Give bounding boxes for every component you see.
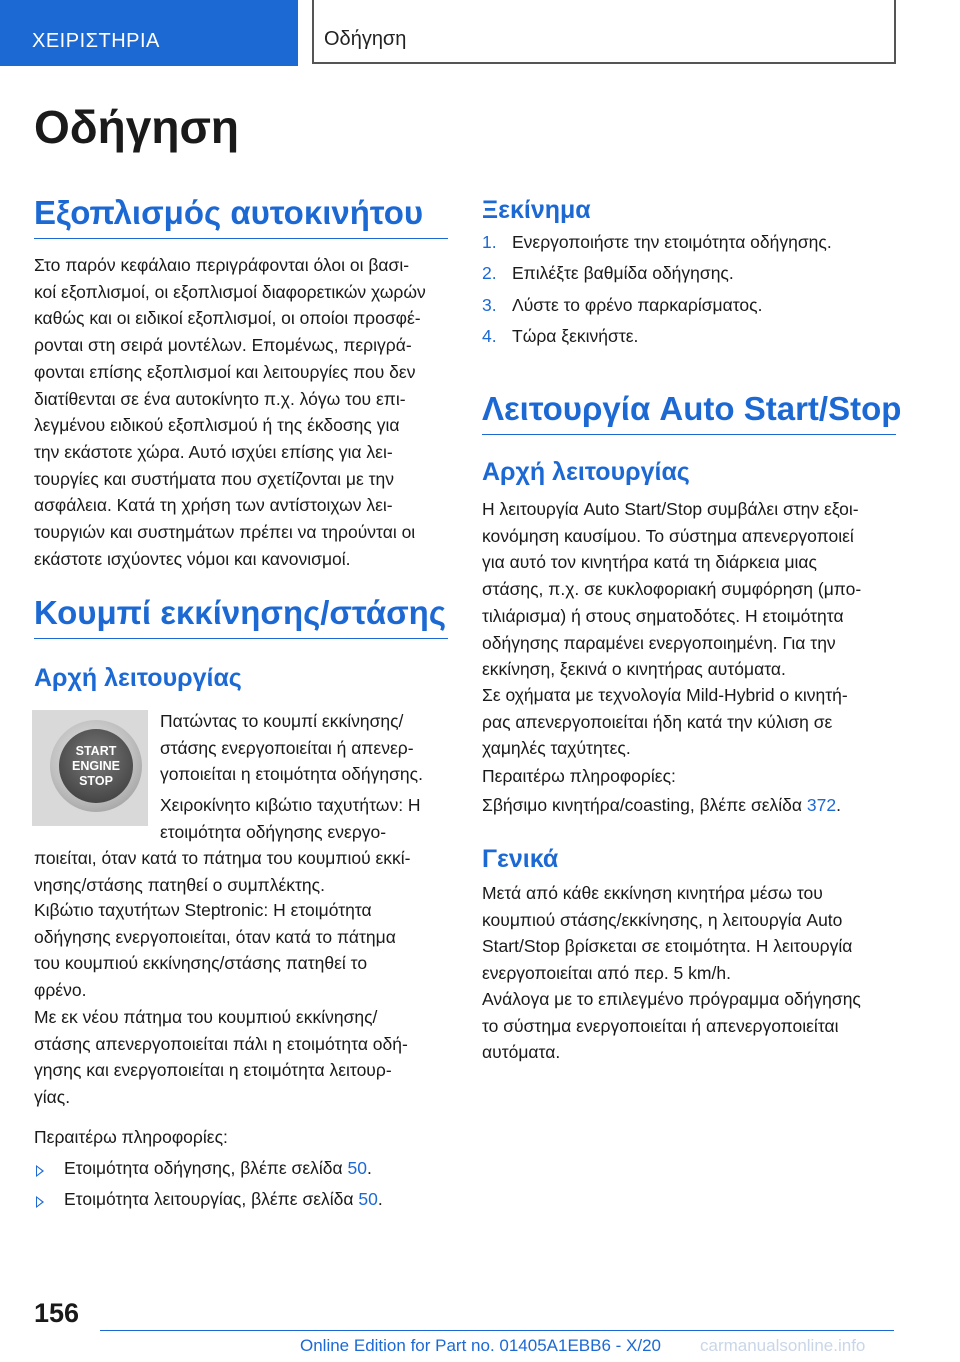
equipment-heading: Εξοπλισμός αυτοκινήτου — [34, 194, 448, 239]
section-tab[interactable] — [0, 0, 298, 66]
general-paragraph-2 — [482, 986, 896, 1066]
step-text: Ενεργοποιήστε την ετοιμότητα οδήγησης. — [512, 232, 832, 252]
reference-list — [34, 1155, 448, 1217]
step-number: 4. — [482, 325, 497, 346]
chapter-tab[interactable] — [312, 0, 896, 64]
step-number: 2. — [482, 263, 497, 284]
text-line: εκκίνηση, ξεκινά ο κινητήρας αυτόματα. — [482, 659, 786, 680]
text-line: του κουμπιού εκκίνησης/στάσης πατηθεί το — [34, 953, 368, 974]
ref-text: Ετοιμότητα οδήγησης, βλέπε σελίδα — [64, 1158, 348, 1178]
text-line: στάσης απενεργοποιείται πάλι η ετοιμότητα οδή- — [34, 1033, 408, 1054]
text-line: χαμηλές ταχύτητες. — [482, 738, 631, 759]
page-link[interactable]: 50 — [358, 1189, 378, 1209]
repress-paragraph — [34, 1004, 448, 1111]
text-line: Start/Stop βρίσκεται σε ετοιμότητα. Η λειτουργία — [482, 936, 853, 957]
text-line: οδήγησης ενεργοποιείται, όταν κατά το πάτημα — [34, 926, 396, 947]
button-paragraph-2a — [160, 792, 450, 845]
button-label-stop: STOP — [79, 773, 113, 788]
button-paragraph-1 — [160, 708, 450, 788]
text-line: τουργίες και συστήματα που σχετίζονται με την — [34, 468, 395, 489]
starting-heading: Ξεκίνημα — [482, 196, 591, 224]
ref-end: . — [377, 1189, 383, 1209]
triangle-bullet-icon — [36, 1196, 44, 1208]
text-line: ασφάλεια. Κατά τη χρήση των αντίστοιχων λει- — [34, 495, 393, 516]
text-line: τουργιών και συστημάτων πρέπει να τηρούνται οι — [34, 522, 416, 543]
list-item — [482, 323, 896, 354]
step-number: 1. — [482, 232, 497, 252]
text-line: Στο παρόν κεφάλαιο περιγράφονται όλοι οι βασι- — [34, 255, 410, 275]
auto-paragraph-2 — [482, 682, 896, 762]
start-stop-button-heading: Κουμπί εκκίνησης/στάσης — [34, 594, 448, 639]
chapter-tab-label: Οδήγηση — [324, 28, 407, 50]
list-item — [482, 292, 896, 323]
text-line: ποιείται, όταν κατά το πάτημα του κουμπιού εκκί- — [34, 848, 411, 868]
starting-steps — [482, 229, 896, 354]
step-number: 3. — [482, 294, 497, 315]
list-item[interactable] — [34, 1186, 448, 1217]
text-line: ρας απενεργοποιείται ήδη κατά την κύλιση σε — [482, 711, 833, 732]
ref-text: Ετοιμότητα λειτουργίας, βλέπε σελίδα — [64, 1189, 359, 1209]
start-stop-button-image — [32, 710, 148, 826]
text-line: γησης και ενεργοποιείται η ετοιμότητα λειτουρ- — [34, 1060, 392, 1081]
step-text: Επιλέξτε βαθμίδα οδήγησης. — [512, 263, 734, 284]
text-line: Χειροκίνητο κιβώτιο ταχυτήτων: Η — [160, 795, 421, 815]
button-paragraph-2b — [34, 845, 448, 898]
watermark: carmanualsonline.info — [700, 1336, 866, 1355]
text-line: την εκάστοτε χώρα. Αυτό ισχύει επίσης για λει- — [34, 441, 393, 462]
text-line: ενεργοποιείται από περ. 5 km/h. — [482, 963, 731, 984]
text-line: καθώς και οι ειδικοί εξοπλισμοί, οι οποίοι προσφέ- — [34, 308, 421, 329]
list-item[interactable] — [34, 1155, 448, 1186]
ref-text: Σβήσιμο κινητήρα/coasting, βλέπε σελίδα — [482, 795, 807, 815]
step-text: Τώρα ξεκινήστε. — [512, 325, 639, 346]
general-paragraph-1 — [482, 880, 896, 987]
text-line: νησης/στάσης πατηθεί ο συμπλέκτης. — [34, 874, 325, 895]
text-line: κοί εξοπλισμοί, οι εξοπλισμοί διαφορετικών χωρών — [34, 281, 426, 302]
edition-label: Online Edition for Part no. 01405A1EBB6 - X/20 — [300, 1336, 662, 1355]
text-line: τιλιάρισμα) ή στους σηματοδότες. Η ετοιμότητα — [482, 605, 844, 626]
button-face — [59, 729, 133, 803]
auto-start-stop-heading: Λειτουργία Auto Start/Stop — [482, 390, 896, 435]
button-label-start: START — [75, 743, 117, 758]
text-line: το σύστημα ενεργοποιείται ή απενεργοποιείται — [482, 1015, 839, 1036]
auto-more-info-label: Περαιτέρω πληροφορίες: — [482, 766, 676, 786]
text-line: γίας. — [34, 1087, 71, 1108]
text-line: εκάστοτε ισχύοντες νόμοι και κανονισμοί. — [34, 548, 351, 569]
text-line: γοποιείται η ετοιμότητα οδήγησης. — [160, 764, 423, 785]
auto-paragraph-1 — [482, 496, 896, 683]
text-line: Σε οχήματα με τεχνολογία Mild-Hybrid ο κινητή- — [482, 685, 848, 705]
text-line: στάσης, π.χ. σε κυκλοφοριακή συμφόρηση (μπο- — [482, 579, 862, 600]
footer-divider — [100, 1330, 894, 1331]
text-line: Με εκ νέου πάτημα του κουμπιού εκκίνησης/ — [34, 1007, 378, 1027]
text-line: Ανάλογα με το επιλεγμένο πρόγραμμα οδήγησης — [482, 989, 861, 1009]
button-ring — [50, 720, 142, 812]
equipment-paragraph — [34, 252, 448, 572]
text-line: για αυτό τον κινητήρα κατά τη διάρκεια μιας — [482, 552, 817, 573]
list-item — [482, 260, 896, 291]
text-line: Κιβώτιο ταχυτήτων Steptronic: Η ετοιμότητα — [34, 900, 372, 920]
text-line: Πατώντας το κουμπί εκκίνησης/ — [160, 711, 404, 731]
step-text: Λύστε το φρένο παρκαρίσματος. — [512, 294, 763, 315]
text-line: φρένο. — [34, 980, 87, 1001]
triangle-bullet-icon — [36, 1165, 44, 1177]
button-label-engine: ENGINE — [72, 758, 120, 773]
page-link[interactable]: 372 — [806, 795, 837, 815]
more-info-label: Περαιτέρω πληροφορίες: — [34, 1127, 228, 1147]
steptronic-paragraph — [34, 897, 448, 1004]
text-line: Η λειτουργία Auto Start/Stop συμβάλει στην εξοι- — [482, 499, 859, 519]
text-line: στάσης ενεργοποιείται ή απενερ- — [160, 737, 414, 758]
section-tab-label: ΧΕΙΡΙΣΤΗΡΙΑ — [32, 30, 160, 52]
coasting-reference — [482, 792, 896, 819]
list-item — [482, 229, 896, 260]
ref-end: . — [366, 1158, 372, 1178]
text-line: διατίθενται σε ένα αυτοκίνητο π.χ. λόγω του επι- — [34, 388, 406, 409]
text-line: φονται επίσης εξοπλισμοί και λειτουργίες που δεν — [34, 361, 416, 382]
text-line: αυτόματα. — [482, 1042, 561, 1063]
auto-principle-heading: Αρχή λειτουργίας — [482, 458, 690, 486]
page-title: Οδήγηση — [34, 101, 240, 153]
general-heading: Γενικά — [482, 845, 559, 873]
ref-end: . — [836, 795, 841, 815]
principle-heading: Αρχή λειτουργίας — [34, 664, 242, 692]
text-line: κονόμηση καυσίμου. Το σύστημα απενεργοποιεί — [482, 525, 854, 546]
text-line: οδήγησης παραμένει ενεργοποιημένη. Για την — [482, 632, 836, 653]
text-line: Μετά από κάθε εκκίνηση κινητήρα μέσω του — [482, 883, 823, 903]
page-link[interactable]: 50 — [347, 1158, 367, 1178]
text-line: ρονται στη σειρά μοντέλων. Επομένως, περιγρά- — [34, 335, 412, 356]
text-line: λεγμένου ειδικού εξοπλισμού ή της έκδοσης για — [34, 415, 400, 436]
text-line: ετοιμότητα οδήγησης ενεργο- — [160, 821, 387, 842]
page-number: 156 — [34, 1298, 80, 1328]
text-line: κουμπιού στάσης/εκκίνησης, η λειτουργία Auto — [482, 909, 843, 930]
